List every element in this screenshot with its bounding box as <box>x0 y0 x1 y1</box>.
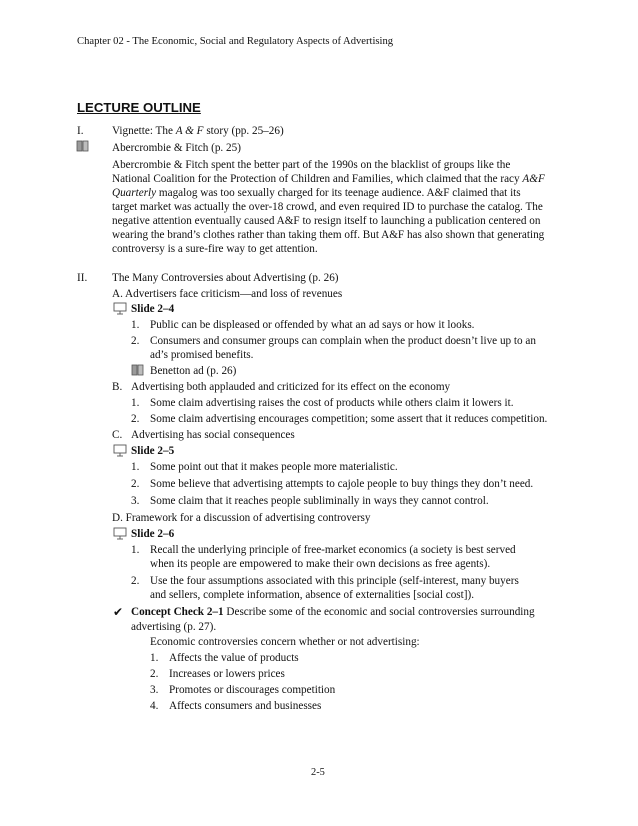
slide-label: Slide 2–4 <box>131 303 175 315</box>
list-item: Promotes or discourages competition <box>169 684 336 696</box>
list-item: Increases or lowers prices <box>169 668 285 680</box>
list-number: 3. <box>131 495 140 507</box>
outline-item-d: D. Framework for a discussion of advertising controversy <box>112 512 371 524</box>
list-number: 2. <box>131 413 140 425</box>
list-number: 2. <box>150 668 159 680</box>
outline-item-a: A. Advertisers face criticism—and loss of revenues <box>112 288 343 300</box>
list-item: Affects consumers and businesses <box>169 700 322 712</box>
section-numeral: II. <box>77 272 88 284</box>
slide-label: Slide 2–6 <box>131 528 175 540</box>
list-item: Some claim advertising raises the cost of products while others claim it lowers it. <box>150 397 514 409</box>
concept-check-continued: advertising (p. 27). <box>131 621 217 633</box>
list-item: Some point out that it makes people more materialistic. <box>150 461 398 473</box>
slide-icon <box>112 527 128 540</box>
checkmark-icon: ✔ <box>113 605 124 619</box>
outline-letter: B. <box>112 381 123 393</box>
list-item: Affects the value of products <box>169 652 299 664</box>
page-number: 2-5 <box>311 767 325 778</box>
section-numeral: I. <box>77 125 84 137</box>
outline-letter: C. <box>112 429 123 441</box>
list-number: 3. <box>150 684 159 696</box>
list-number: 1. <box>131 397 140 409</box>
running-header: Chapter 02 - The Economic, Social and Regulatory Aspects of Advertising <box>77 36 394 47</box>
list-item: Some believe that advertising attempts to cajole people to buy things they don’t need. <box>150 478 534 490</box>
slide-icon <box>112 302 128 315</box>
vignette-title: Vignette: The A & F story (pp. 25–26) <box>112 125 284 137</box>
list-number: 1. <box>131 544 140 556</box>
list-item: Recall the underlying principle of free-market economics (a society is best served when its people are empowered to make their own decisions as free agents). <box>150 544 516 570</box>
list-number: 4. <box>150 700 159 712</box>
concept-check: Concept Check 2–1 Describe some of the economic and social controversies surrounding <box>131 606 535 618</box>
list-item: Some claim that it reaches people subliminally in ways they cannot control. <box>150 495 489 507</box>
list-item: Some claim advertising encourages competition; some assert that it reduces competition. <box>150 413 548 425</box>
section-title: The Many Controversies about Advertising (p. 26) <box>112 272 339 284</box>
slide-label: Slide 2–5 <box>131 445 175 457</box>
list-number: 2. <box>131 335 140 347</box>
slide-icon <box>112 444 128 457</box>
list-number: 1. <box>150 652 159 664</box>
list-item: Public can be displeased or offended by what an ad says or how it looks. <box>150 319 475 331</box>
list-number: 1. <box>131 319 140 331</box>
list-number: 2. <box>131 478 140 490</box>
vignette-paragraph: Abercrombie & Fitch spent the better part of the 1990s on the blacklist of groups like the National Coalition for the Protection of Children and Families, which claimed that the racy A&F Quarterly magalog was too sexually charged for its teenage audience. A&F claimed that its target market was actually the over-18 crowd, and even required ID to purchase the catalog. The negative attention eventually caused A&F to resign itself to launching a publication centered on wearing the brand’s clothes rather than taking them off. But A&F has also shown that generating controversy is a sure-fire way to get attention. <box>112 159 545 255</box>
outline-item-b: Advertising both applauded and criticized for its effect on the economy <box>131 381 451 393</box>
book-reference: Abercrombie & Fitch (p. 25) <box>112 142 241 154</box>
answer-intro: Economic controversies concern whether or not advertising: <box>150 636 420 648</box>
list-number: 2. <box>131 575 140 587</box>
list-item: Consumers and consumer groups can complain when the product doesn’t live up to an ad’s promised benefits. <box>150 335 536 361</box>
page-title: LECTURE OUTLINE <box>77 100 201 115</box>
book-icon <box>131 364 144 376</box>
book-icon <box>76 140 89 152</box>
list-item: Use the four assumptions associated with this principle (self-interest, many buyers and sellers, complete information, absence of externalities [social cost]). <box>150 575 519 601</box>
list-number: 1. <box>131 461 140 473</box>
outline-item-c: Advertising has social consequences <box>131 429 295 441</box>
book-reference: Benetton ad (p. 26) <box>150 365 237 377</box>
